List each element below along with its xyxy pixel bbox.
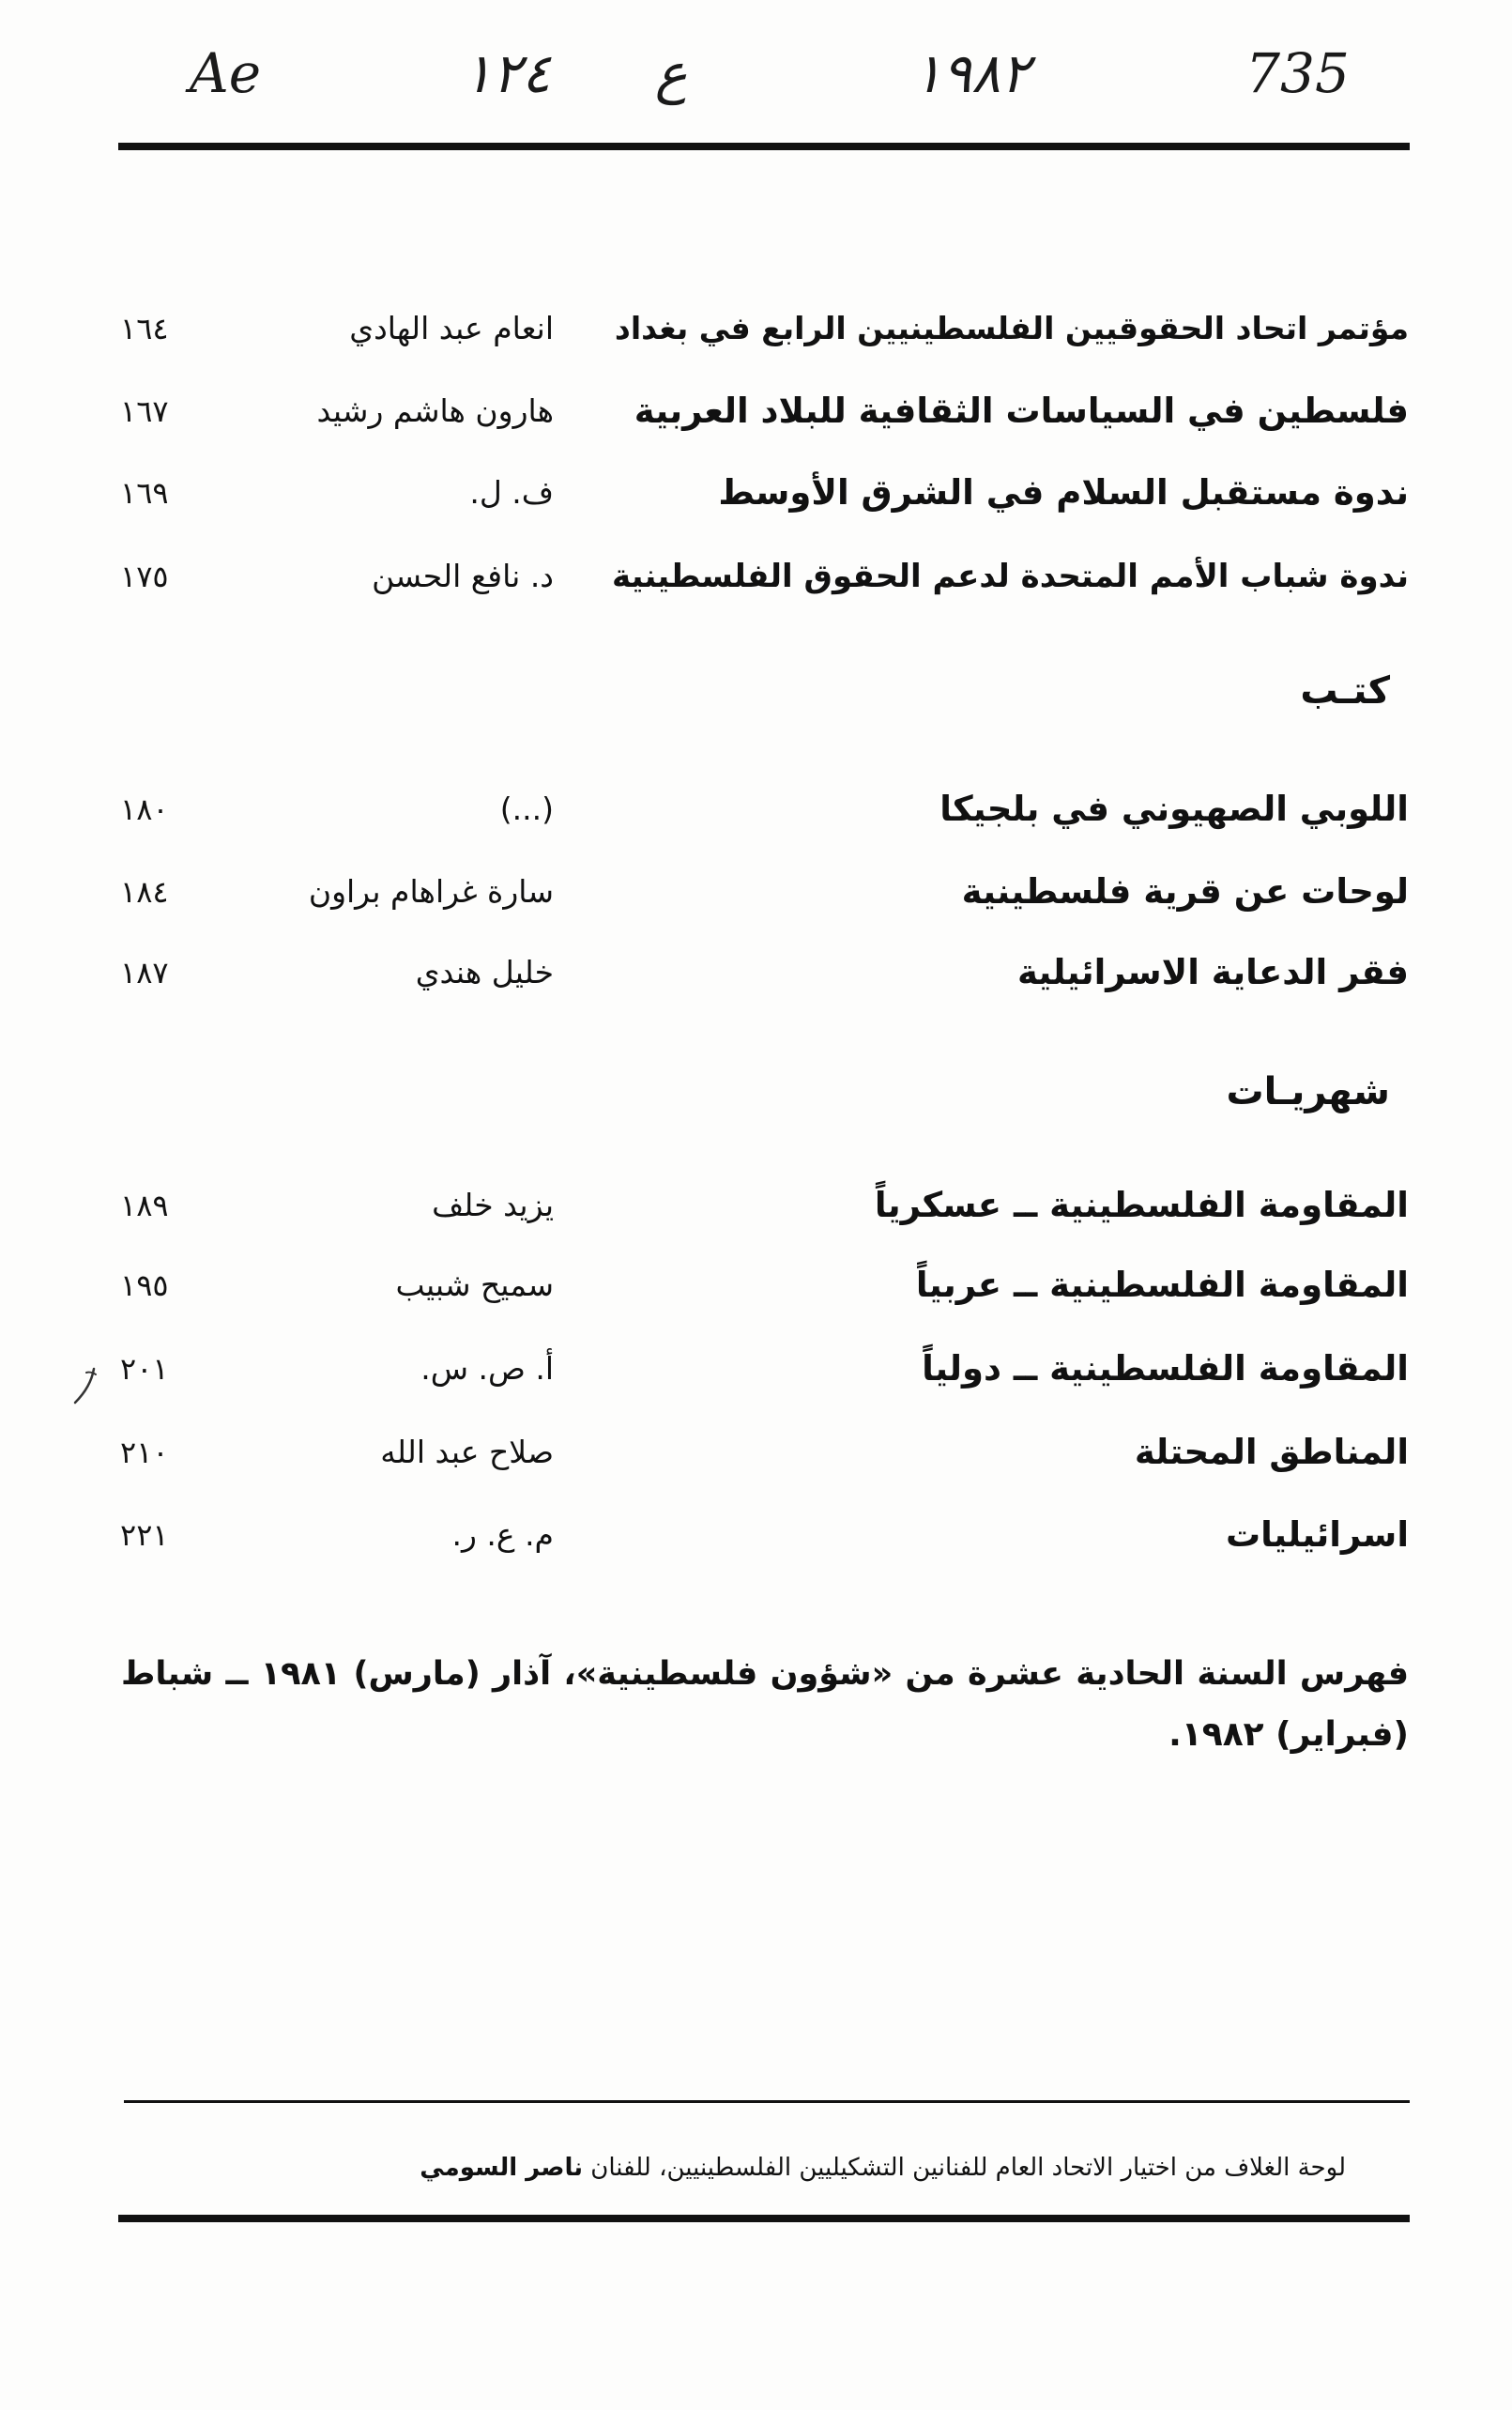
entry-author: هارون هاشم رشيد [316, 392, 554, 429]
toc-entry [0, 1343, 1512, 1395]
toc-entry [0, 467, 1512, 519]
handwritten-code-3: ع [654, 41, 688, 105]
section-heading-books: كتـب [1300, 669, 1390, 713]
handwritten-code-2: ١٢٤ [463, 41, 551, 105]
cover-credit [210, 2145, 1346, 2190]
entry-page-number: ٢١٠ [120, 1435, 169, 1470]
top-thick-rule [118, 143, 1410, 150]
entry-title: مؤتمر اتحاد الحقوقيين الفلسطينيين الرابع في بغداد [614, 310, 1409, 346]
pencil-check-mark [66, 1361, 103, 1408]
entry-page-number: ١٦٤ [120, 311, 169, 346]
entry-page-number: ١٩٥ [120, 1267, 169, 1303]
toc-entry [0, 1179, 1512, 1232]
entry-author: سميح شبيب [395, 1266, 554, 1303]
entry-title: لوحات عن قرية فلسطينية [961, 871, 1409, 912]
entry-title: المناطق المحتلة [1134, 1432, 1409, 1472]
entry-page-number: ١٨٧ [120, 955, 169, 990]
entry-author: سارة غراهام براون [308, 873, 554, 910]
entry-author: صلاح عبد الله [380, 1434, 554, 1470]
entry-page-number: ١٦٩ [120, 475, 169, 511]
entry-title: اللوبي الصهيوني في بلجيكا [939, 789, 1409, 829]
entry-page-number: ١٨٠ [120, 791, 169, 827]
entry-page-number: ١٦٧ [120, 393, 169, 429]
bottom-thick-rule [118, 2215, 1410, 2222]
index-note-line-1: فهرس السنة الحادية عشرة من «شؤون فلسطينية»، آذار (مارس) ١٩٨١ ــ شباط [121, 1655, 1409, 1693]
toc-entry [0, 1509, 1512, 1561]
toc-entry [0, 866, 1512, 918]
toc-entry [0, 550, 1512, 603]
entry-page-number: ١٨٩ [120, 1188, 169, 1223]
handwritten-year: ١٩٨٢ [912, 41, 1031, 105]
entry-author: (...) [499, 791, 554, 827]
footer-thin-rule [124, 2100, 1410, 2103]
entry-title: المقاومة الفلسطينية ــ عربياً [915, 1265, 1409, 1305]
entry-title: ندوة شباب الأمم المتحدة لدعم الحقوق الفلسطينية [611, 558, 1409, 595]
section-heading-monthly: شهريـات [1226, 1070, 1390, 1113]
entry-author: م. ع. ر. [451, 1516, 554, 1553]
toc-entry [0, 783, 1512, 836]
handwritten-code-1: Ae [189, 41, 262, 105]
toc-entry [0, 1426, 1512, 1479]
toc-entry [0, 302, 1512, 355]
toc-entry [0, 946, 1512, 999]
toc-entry [0, 1259, 1512, 1312]
entry-page-number: ١٨٤ [120, 874, 169, 910]
entry-title: فلسطين في السياسات الثقافية للبلاد العربية [634, 391, 1409, 431]
handwritten-number: 735 [1245, 41, 1350, 105]
entry-page-number: ٢٢١ [120, 1517, 169, 1553]
entry-title: المقاومة الفلسطينية ــ دولياً [922, 1348, 1409, 1389]
entry-author: أ. ص. س. [420, 1350, 554, 1387]
entry-title: اسرائيليات [1225, 1514, 1409, 1555]
entry-author: يزيد خلف [432, 1187, 554, 1223]
entry-author: خليل هندي [415, 954, 554, 990]
entry-author: د. نافع الحسن [372, 558, 554, 594]
entry-author: ف. ل. [469, 474, 554, 511]
entry-page-number: ٢٠١ [120, 1351, 169, 1387]
entry-title: المقاومة الفلسطينية ــ عسكرياً [874, 1185, 1409, 1225]
entry-page-number: ١٧٥ [120, 559, 169, 594]
entry-title: فقر الدعاية الاسرائيلية [1016, 952, 1409, 992]
cover-credit-text: لوحة الغلاف من اختيار الاتحاد العام للفنانين التشكيليين الفلسطينيين، للفنان [590, 2154, 1346, 2182]
entry-author: انعام عبد الهادي [349, 310, 554, 346]
toc-entry [0, 385, 1512, 437]
entry-title: ندوة مستقبل السلام في الشرق الأوسط [718, 472, 1409, 513]
index-note-line-2: (فبراير) ١٩٨٢. [1168, 1715, 1409, 1754]
cover-artist-name: ناصر السومي [420, 2154, 584, 2182]
